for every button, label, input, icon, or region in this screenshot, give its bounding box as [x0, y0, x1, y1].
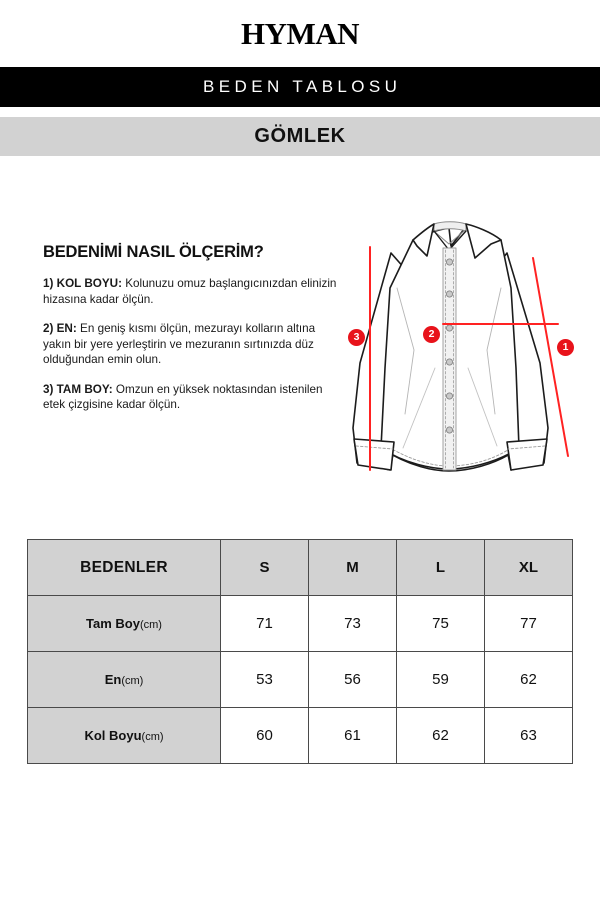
cell-en-m: 56 [309, 652, 397, 708]
row-label-tam-boy [28, 596, 221, 652]
row-label-text: Kol Boyu [84, 728, 142, 743]
cell-en-l: 59 [397, 652, 485, 708]
measure-badge-3: 3 [348, 329, 365, 346]
cell-tam-boy-l: 75 [397, 596, 485, 652]
cell-kol-boyu-m: 61 [309, 708, 397, 764]
row-label-kol-boyu [28, 708, 221, 764]
table-corner-header: BEDENLER [28, 540, 221, 596]
row-label-en [28, 652, 221, 708]
brand-logo: HYMAN [240, 16, 360, 51]
table-row [28, 652, 573, 708]
cell-tam-boy-s: 71 [221, 596, 309, 652]
cell-kol-boyu-s: 60 [221, 708, 309, 764]
cell-tam-boy-xl: 77 [485, 596, 573, 652]
instruction-label-2: 2) EN: [43, 322, 77, 335]
size-chart-table [27, 539, 573, 764]
row-unit: (cm) [139, 619, 162, 631]
instruction-item-2 [43, 321, 338, 368]
category-band [0, 117, 600, 156]
table-header-row [28, 540, 573, 596]
table-header-xl: XL [485, 540, 573, 596]
instruction-label-1: 1) KOL BOYU: [43, 277, 123, 290]
category-band-text: GÖMLEK [254, 125, 346, 147]
title-band [0, 67, 600, 107]
instruction-text-1: Kolunuzu omuz başlangıcınızdan elinizin hizasına kadar ölçün. [43, 277, 337, 306]
table-header-l: L [397, 540, 485, 596]
cell-en-xl: 62 [485, 652, 573, 708]
row-label-text: Tam Boy [86, 616, 140, 631]
table-row [28, 596, 573, 652]
brand-bar [0, 0, 600, 67]
instruction-item-3 [43, 382, 338, 413]
cell-kol-boyu-l: 62 [397, 708, 485, 764]
cell-tam-boy-m: 73 [309, 596, 397, 652]
row-unit: (cm) [121, 675, 144, 687]
instruction-text-2: En geniş kısmı ölçün, mezurayı kolların altına yakın bir yere yerleştirin ve mezuranın sırtınızda düz olduğundan emin olun. [43, 322, 316, 366]
row-unit: (cm) [141, 731, 164, 743]
instruction-text-3: Omzun en yüksek noktasından istenilen etek çizgisine kadar ölçün. [43, 382, 323, 411]
table-header-m: M [309, 540, 397, 596]
table-row [28, 708, 573, 764]
cell-en-s: 53 [221, 652, 309, 708]
row-label-text: En [104, 672, 122, 687]
shirt-illustration [335, 218, 585, 498]
cell-kol-boyu-xl: 63 [485, 708, 573, 764]
instructions-heading: BEDENİMİ NASIL ÖLÇERİM? [43, 243, 264, 261]
table-header-s: S [221, 540, 309, 596]
measure-badge-1: 1 [557, 339, 574, 356]
instruction-item-1 [43, 276, 338, 307]
shirt-line-art [335, 218, 585, 498]
instruction-label-3: 3) TAM BOY: [43, 382, 113, 396]
measure-badge-2: 2 [423, 326, 440, 343]
measurement-instructions [43, 243, 338, 413]
title-band-text: BEDEN TABLOSU [203, 77, 402, 96]
